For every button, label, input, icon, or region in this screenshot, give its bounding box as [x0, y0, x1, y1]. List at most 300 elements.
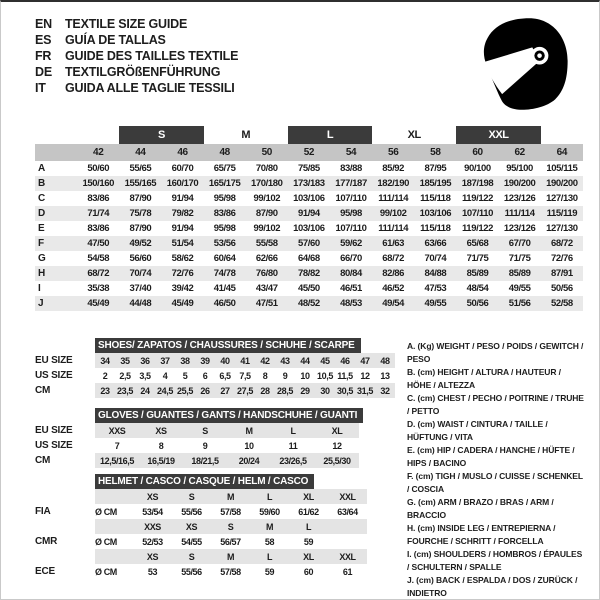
helmet-size-row — [35, 489, 367, 504]
measurement-row — [35, 221, 583, 236]
measurement-value: 45/49 — [77, 296, 119, 311]
measurement-value: 76/80 — [246, 266, 288, 281]
measurement-value: 87/95 — [424, 163, 447, 174]
helmet-value: 57/58 — [220, 506, 241, 517]
gloves-title-spacer — [35, 408, 95, 423]
measurement-value: 91/94 — [171, 193, 194, 204]
measurement-value: 37/40 — [129, 283, 152, 294]
lower-section — [35, 338, 585, 600]
shoes-row-label: EU SIZE — [35, 353, 95, 368]
gloves-value: 18/21,5 — [183, 453, 227, 468]
gloves-value: 12 — [332, 440, 342, 451]
measurement-value: 182/190 — [372, 176, 414, 191]
measurement-value: 74/78 — [204, 266, 246, 281]
gloves-value: M — [227, 423, 271, 438]
language-code: FR — [35, 49, 52, 63]
measurement-value: 48/52 — [288, 296, 330, 311]
measurement-value: 68/72 — [541, 236, 583, 251]
measurement-value: 48/54 — [466, 283, 489, 294]
helmet-size-cell: XS — [133, 489, 172, 504]
measurement-value: 123/126 — [503, 223, 536, 234]
measurement-value: 107/110 — [456, 206, 498, 221]
measurement-value: 58/62 — [171, 253, 194, 264]
helmet-value: 59 — [303, 536, 314, 547]
measurement-value: 75/85 — [298, 163, 320, 174]
helmet-value: 57/58 — [220, 566, 241, 577]
helmet-value: 54/55 — [181, 536, 202, 547]
helmet-size-spacer — [35, 489, 95, 504]
measurement-value: 111/114 — [499, 206, 541, 221]
main-size-table-head — [35, 126, 583, 161]
measurement-value: 99/102 — [253, 193, 281, 204]
measurement-value: 87/90 — [246, 206, 288, 221]
measurement-letter: J — [35, 296, 77, 311]
numeric-size-cell: 58 — [414, 144, 456, 161]
measurement-value: 107/110 — [335, 223, 367, 234]
shoes-value: 41 — [235, 353, 255, 368]
measurement-value: 190/200 — [541, 176, 583, 191]
helmet-size-cell — [328, 519, 367, 534]
shoes-table — [35, 338, 395, 398]
shoes-row-label: US SIZE — [35, 368, 95, 383]
measurement-value: 71/74 — [77, 206, 119, 221]
measurement-value: 70/80 — [255, 163, 278, 174]
measurement-value: 115/118 — [420, 193, 451, 204]
measurement-value: 49/55 — [414, 296, 456, 311]
measurement-value: 115/118 — [420, 223, 451, 234]
helmet-value: 59/60 — [259, 506, 280, 517]
measurement-value: 63/66 — [414, 236, 456, 251]
helmet-standard-name: ECE — [35, 564, 95, 579]
shoes-value: 2,5 — [119, 370, 131, 381]
helmet-value: 56/57 — [220, 536, 241, 547]
shoes-value: 43 — [275, 353, 295, 368]
gloves-value: 25,5/30 — [315, 453, 359, 468]
measurement-value: 50/56 — [550, 283, 573, 294]
numeric-size-cell: 60 — [456, 144, 498, 161]
numeric-size-cell: 56 — [372, 144, 414, 161]
measurement-letter: C — [38, 193, 45, 204]
measurement-letter: E — [38, 223, 45, 234]
gloves-title: GLOVES / GUANTES / GANTS / HANDSCHUHE / GUANTI — [95, 408, 363, 423]
measurement-value: 95/98 — [330, 206, 372, 221]
measurement-value: 53/56 — [204, 236, 246, 251]
measurement-value: 85/89 — [456, 266, 498, 281]
gloves-row — [35, 453, 359, 468]
measurement-value: 49/54 — [372, 296, 414, 311]
measurement-value: 65/75 — [213, 163, 236, 174]
measurement-value: 41/45 — [213, 283, 236, 294]
measurement-value: 46/51 — [340, 283, 362, 294]
size-group-cell: M — [241, 129, 251, 141]
measurement-value: 173/183 — [288, 176, 330, 191]
shoes-value: 35 — [115, 353, 135, 368]
measurement-value: 45/50 — [298, 283, 320, 294]
shoes-value: 25,5 — [175, 383, 195, 398]
measurement-value: 83/88 — [340, 163, 362, 174]
measurement-value: 70/74 — [424, 253, 447, 264]
measurement-letter: F — [35, 236, 77, 251]
measurement-value: 177/187 — [330, 176, 372, 191]
measurement-value: 68/72 — [382, 253, 405, 264]
helmet-size-row — [35, 519, 367, 534]
helmet-size-cell: S — [211, 519, 250, 534]
numeric-size-cell: 54 — [330, 144, 372, 161]
gloves-row-label: CM — [35, 453, 95, 468]
measurement-row — [35, 266, 583, 281]
helmet-standard-row — [35, 564, 367, 579]
shoes-value: 5 — [182, 370, 188, 381]
helmet-size-cell: XS — [172, 519, 211, 534]
shoes-value: 40 — [215, 353, 235, 368]
size-group-cell — [541, 126, 583, 144]
shoes-value: 30,5 — [335, 383, 355, 398]
main-size-table — [35, 126, 583, 311]
measurement-value: 57/60 — [288, 236, 330, 251]
guide-title: TEXTILGRÖßENFÜHRUNG — [65, 65, 221, 79]
shoes-value: 8 — [262, 370, 268, 381]
measurement-value: 95/100 — [506, 163, 533, 174]
helmet-title-spacer — [35, 474, 95, 489]
measurement-value: 60/70 — [171, 163, 194, 174]
numeric-size-cell: 44 — [119, 144, 161, 161]
gloves-value: XS — [139, 423, 183, 438]
measurement-value: 71/75 — [508, 253, 531, 264]
helmet-value — [328, 534, 367, 549]
measurement-value: 75/78 — [119, 206, 161, 221]
measurement-value: 65/68 — [456, 236, 498, 251]
legend-item: E. (cm) HIP / CADERA / HANCHE / HÜFTE / HIPS / BACINO — [407, 445, 575, 468]
measurement-value: 95/98 — [213, 193, 236, 204]
shoes-value: 39 — [195, 353, 215, 368]
measurement-value: 119/122 — [461, 193, 493, 204]
shoes-value: 3,5 — [139, 370, 151, 381]
helmet-value: 58 — [264, 536, 275, 547]
lower-tables — [35, 338, 405, 600]
helmet-size-cell: XXL — [328, 549, 367, 564]
legend-item: D. (cm) WAIST / CINTURA / TAILLE / HÜFTUNG / VITA — [407, 419, 548, 442]
measurement-value: 70/74 — [119, 266, 161, 281]
shoes-title-spacer — [35, 338, 95, 353]
legend-item: F. (cm) TIGH / MUSLO / CUISSE / SCHENKEL / COSCIA — [407, 471, 583, 494]
shoes-value: 26 — [195, 383, 215, 398]
shoes-value: 27,5 — [235, 383, 255, 398]
numeric-size-cell: 50 — [246, 144, 288, 161]
measurement-value: 87/90 — [129, 223, 152, 234]
gloves-row — [35, 423, 359, 438]
measurement-value: 46/52 — [382, 283, 405, 294]
helmet-title-cell — [95, 474, 367, 489]
helmet-icon-svg — [469, 12, 581, 116]
shoes-row — [35, 353, 395, 368]
measurement-value: 47/53 — [424, 283, 447, 294]
measurement-row — [35, 296, 583, 311]
measurement-row — [35, 236, 583, 251]
measurement-letter: G — [38, 253, 46, 264]
measurement-letter: A — [38, 163, 45, 174]
measurement-value: 85/92 — [382, 163, 405, 174]
measurement-value: 83/86 — [87, 193, 110, 204]
measurement-value: 48/53 — [330, 296, 372, 311]
shoes-title: SHOES/ ZAPATOS / CHAUSSURES / SCHUHE / SCARPE — [95, 338, 361, 353]
measurement-value: 46/50 — [204, 296, 246, 311]
gloves-value: XL — [315, 423, 359, 438]
helmet-size-cell: M — [211, 489, 250, 504]
helmet-title-row — [35, 474, 367, 489]
measurement-value: 115/119 — [541, 206, 583, 221]
guide-title: TEXTILE SIZE GUIDE — [65, 17, 188, 31]
gloves-value: XXS — [95, 423, 139, 438]
shoes-value: 34 — [95, 353, 115, 368]
size-group-row — [35, 126, 583, 144]
helmet-value: 61 — [342, 566, 353, 577]
shoes-value: 10,5 — [317, 370, 333, 381]
gloves-value: 8 — [158, 440, 164, 451]
gloves-value: 11 — [288, 440, 298, 451]
measurement-value: 103/106 — [293, 223, 325, 234]
language-code: EN — [35, 17, 52, 31]
shoes-value: 46 — [335, 353, 355, 368]
measurement-value: 95/98 — [213, 223, 236, 234]
measurement-value: 155/165 — [119, 176, 161, 191]
measurement-value: 87/90 — [129, 193, 152, 204]
measurement-value: 43/47 — [255, 283, 278, 294]
size-group-cell: XL — [407, 129, 421, 141]
shoes-value: 24,5 — [155, 383, 175, 398]
helmet-size-row — [35, 549, 367, 564]
helmet-value: 63/64 — [337, 506, 358, 517]
numeric-size-cell: 48 — [204, 144, 246, 161]
gloves-row-label: EU SIZE — [35, 423, 95, 438]
helmet-size-cell: S — [172, 489, 211, 504]
measurement-value: 44/48 — [119, 296, 161, 311]
measurement-value: 99/102 — [372, 206, 414, 221]
measurement-row — [35, 176, 583, 191]
measurement-value: 187/198 — [456, 176, 498, 191]
language-code: ES — [35, 33, 52, 47]
numeric-size-row — [35, 144, 583, 161]
helmet-unit: Ø CM — [95, 566, 117, 577]
measurement-value: 71/75 — [466, 253, 489, 264]
measurement-value: 49/55 — [508, 283, 531, 294]
legend-item: I. (cm) SHOULDERS / HOMBROS / ÉPAULES / SCHULTERN / SPALLE — [407, 549, 583, 572]
shoes-value: 31,5 — [355, 383, 375, 398]
helmet-size-cell: M — [250, 519, 289, 534]
helmet-value: 61/62 — [298, 506, 319, 517]
legend-item: A. (Kg) WEIGHT / PESO / POIDS / GEWITCH / PESO — [407, 341, 584, 364]
gloves-value: L — [271, 423, 315, 438]
gloves-value: 9 — [202, 440, 208, 451]
measurement-value: 59/62 — [330, 236, 372, 251]
guide-title: GUÍA DE TALLAS — [65, 33, 166, 47]
measurement-value: 50/56 — [456, 296, 498, 311]
measurement-value: 60/64 — [213, 253, 236, 264]
gloves-value: S — [183, 423, 227, 438]
helmet-standard-name: CMR — [35, 534, 95, 549]
shoes-value: 44 — [295, 353, 315, 368]
gloves-value: 7 — [114, 440, 120, 451]
measurement-value: 83/86 — [204, 206, 246, 221]
helmet-size-unit-spacer — [95, 519, 133, 534]
measurement-value: 103/106 — [293, 193, 325, 204]
legend-item: G. (cm) ARM / BRAZO / BRAS / ARM / BRACCIO — [407, 497, 554, 520]
helmet-value: 55/56 — [181, 566, 202, 577]
measurement-value: 67/70 — [499, 236, 541, 251]
shoes-title-cell — [95, 338, 395, 353]
measurement-letter: I — [38, 283, 41, 294]
measurement-value: 160/170 — [161, 176, 203, 191]
numeric-size-cell: 52 — [288, 144, 330, 161]
size-group-cell — [35, 126, 119, 144]
measurement-value: 150/160 — [77, 176, 119, 191]
measurement-value: 62/66 — [255, 253, 278, 264]
helmet-size-cell: XXL — [328, 489, 367, 504]
measurement-row — [35, 191, 583, 206]
measurement-value: 55/58 — [246, 236, 288, 251]
shoes-value: 9 — [282, 370, 288, 381]
numeric-size-cell — [35, 144, 77, 161]
helmet-size-cell: L — [250, 489, 289, 504]
measurement-value: 52/58 — [541, 296, 583, 311]
measurement-value: 111/114 — [378, 193, 409, 204]
shoes-value: 47 — [355, 353, 375, 368]
helmet-value: 59 — [264, 566, 275, 577]
shoes-value: 45 — [315, 353, 335, 368]
shoes-value: 10 — [300, 370, 310, 381]
measurement-value: 190/200 — [499, 176, 541, 191]
measurement-value: 50/60 — [87, 163, 110, 174]
helmet-size-unit-spacer — [95, 549, 133, 564]
measurement-value: 54/58 — [87, 253, 110, 264]
measurement-value: 56/60 — [129, 253, 152, 264]
measurement-value: 47/51 — [246, 296, 288, 311]
helmet-title: HELMET / CASCO / CASQUE / HELM / CASCO — [95, 474, 314, 489]
helmet-standard-row — [35, 504, 367, 519]
gloves-value: 16,5/19 — [139, 453, 183, 468]
measurement-value: 82/86 — [372, 266, 414, 281]
helmet-value: 52/53 — [142, 536, 163, 547]
size-group-cell: XXL — [456, 126, 540, 144]
legend-item: C. (cm) CHEST / PECHO / POITRINE / TRUHE / PETTO — [407, 393, 584, 416]
measurement-value: 64/68 — [298, 253, 320, 264]
guide-title: GUIDA ALLE TAGLIE TESSILI — [65, 81, 235, 95]
measurement-value: 119/122 — [461, 223, 493, 234]
measurement-value: 103/106 — [414, 206, 456, 221]
measurement-value: 107/110 — [335, 193, 367, 204]
gloves-table — [35, 408, 359, 468]
measurement-value: 99/102 — [253, 223, 281, 234]
legend-item: H. (cm) INSIDE LEG / ENTREPIERNA / FOURCHE / SCHRITT / FORCELLA — [407, 523, 556, 546]
measurement-value: 127/130 — [546, 193, 578, 204]
helmet-value: 55/56 — [181, 506, 202, 517]
measurement-value: 165/175 — [204, 176, 246, 191]
shoes-value: 23,5 — [115, 383, 135, 398]
legend-item: J. (cm) BACK / ESPALDA / DOS / ZURÜCK / INDIETRO — [407, 575, 578, 598]
shoes-value: 30 — [315, 383, 335, 398]
shoes-value: 23 — [95, 383, 115, 398]
numeric-size-cell: 64 — [541, 144, 583, 161]
measurement-value: 72/76 — [161, 266, 203, 281]
measurement-value: 105/115 — [546, 163, 578, 174]
language-code: IT — [35, 81, 46, 95]
gloves-title-cell — [95, 408, 359, 423]
helmet-size-cell: XL — [289, 549, 328, 564]
helmet-size-cell: XXS — [133, 519, 172, 534]
gloves-row-label: US SIZE — [35, 438, 95, 453]
measurement-row — [35, 161, 583, 176]
shoes-value: 2 — [102, 370, 108, 381]
helmet-size-spacer — [35, 519, 95, 534]
gloves-title-row — [35, 408, 359, 423]
helmet-size-cell: S — [172, 549, 211, 564]
shoes-value: 6 — [202, 370, 208, 381]
shoes-value: 36 — [135, 353, 155, 368]
gloves-value: 23/26,5 — [271, 453, 315, 468]
measurement-value: 127/130 — [546, 223, 578, 234]
shoes-value: 28,5 — [275, 383, 295, 398]
helmet-size-cell: XS — [133, 549, 172, 564]
legend-item: B. (cm) HEIGHT / ALTURA / HAUTEUR / HÖHE / ALTEZZA — [407, 367, 561, 390]
shoes-row — [35, 368, 395, 383]
measurement-value: 90/100 — [464, 163, 491, 174]
measurement-value: 83/86 — [87, 223, 110, 234]
shoes-title-row — [35, 338, 395, 353]
measurement-value: 61/63 — [372, 236, 414, 251]
shoes-value: 27 — [215, 383, 235, 398]
measurement-row — [35, 206, 583, 221]
measurement-legend — [407, 338, 585, 600]
measurement-value: 35/38 — [87, 283, 110, 294]
measurement-value: 39/42 — [171, 283, 194, 294]
shoes-value: 6,5 — [219, 370, 231, 381]
measurement-value: 51/54 — [161, 236, 203, 251]
measurement-value: 185/195 — [414, 176, 456, 191]
helmet-value: 53 — [147, 566, 158, 577]
helmet-size-unit-spacer — [95, 489, 133, 504]
measurement-value: 49/52 — [119, 236, 161, 251]
measurement-letter: H — [35, 266, 77, 281]
measurement-value: 51/56 — [499, 296, 541, 311]
shoes-value: 32 — [375, 383, 395, 398]
measurement-value: 80/84 — [330, 266, 372, 281]
measurement-letter: D — [35, 206, 77, 221]
helmet-value: 60 — [303, 566, 314, 577]
helmet-unit: Ø CM — [95, 506, 117, 517]
numeric-size-cell: 62 — [499, 144, 541, 161]
language-code: DE — [35, 65, 52, 79]
gloves-row — [35, 438, 359, 453]
helmet-icon — [469, 12, 581, 116]
shoes-value: 12 — [360, 370, 370, 381]
shoes-value: 7,5 — [239, 370, 251, 381]
measurement-value: 72/76 — [550, 253, 573, 264]
size-group-cell: S — [119, 126, 203, 144]
measurement-value: 55/65 — [129, 163, 152, 174]
shoes-value: 13 — [380, 370, 390, 381]
main-size-table-body — [35, 161, 583, 311]
measurement-value: 85/89 — [499, 266, 541, 281]
shoes-value: 48 — [375, 353, 395, 368]
helmet-size-cell: XL — [289, 489, 328, 504]
shoes-value: 29 — [295, 383, 315, 398]
guide-title: GUIDE DES TAILLES TEXTILE — [65, 49, 239, 63]
shoes-row-label: CM — [35, 383, 95, 398]
shoes-value: 42 — [255, 353, 275, 368]
numeric-size-cell: 42 — [77, 144, 119, 161]
numeric-size-cell: 46 — [161, 144, 203, 161]
measurement-letter: B — [35, 176, 77, 191]
measurement-value: 68/72 — [77, 266, 119, 281]
